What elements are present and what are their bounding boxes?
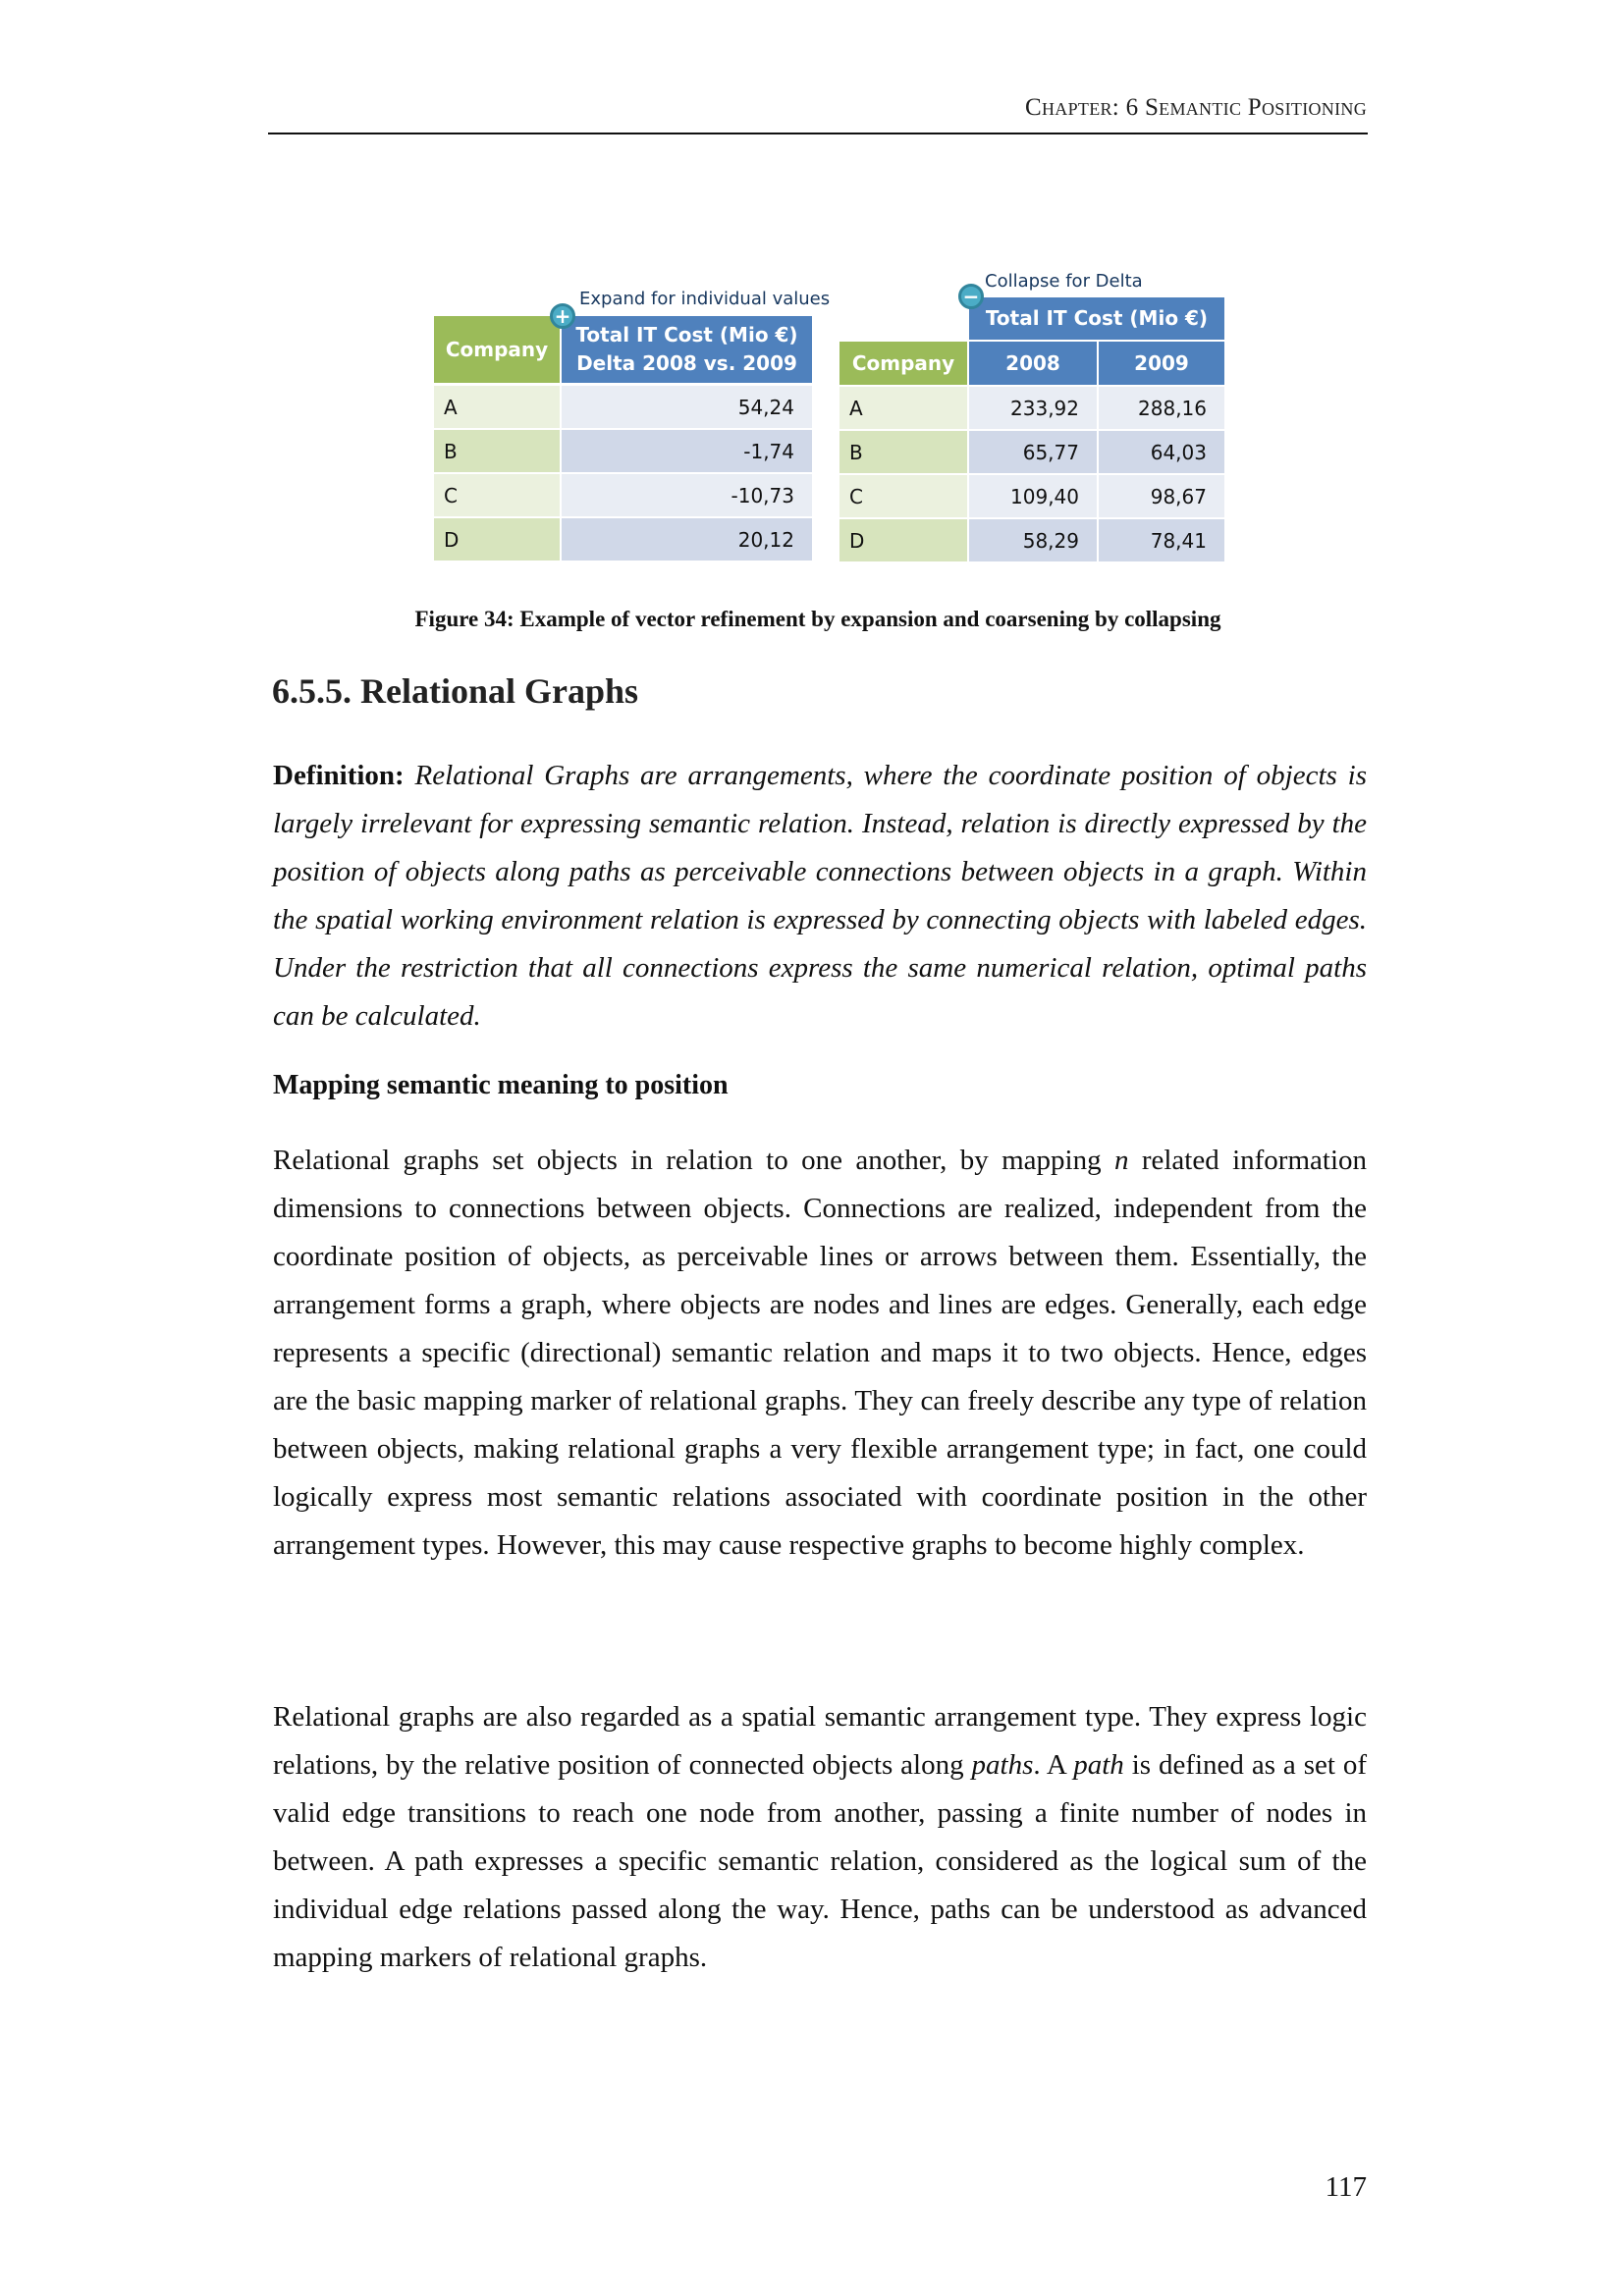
table-cell-2009: 98,67	[1099, 475, 1224, 517]
variable-n: n	[1113, 1145, 1129, 1176]
table-cell-delta: -1,74	[562, 430, 812, 472]
collapse-annotation: Collapse for Delta	[985, 271, 1143, 292]
table-cell-2008: 109,40	[969, 475, 1097, 517]
term-paths: paths	[971, 1749, 1034, 1781]
paragraph-text: Relational graphs are also regarded as a spatial semantic arrangement type. They express logic relations, by the relative position of connected objects along	[273, 1701, 1367, 1781]
table-cell-company: C	[839, 475, 967, 517]
body-paragraph-2	[273, 1693, 1367, 1982]
header-rule	[268, 133, 1368, 134]
page-number: 117	[1325, 2171, 1367, 2203]
minus-circle-icon: −	[958, 284, 984, 309]
table-cell-2008: 65,77	[969, 431, 1097, 473]
term-path: path	[1073, 1749, 1124, 1781]
subheading: Mapping semantic meaning to position	[273, 1070, 729, 1100]
table-cell-company: A	[839, 387, 967, 429]
table-cell-company: B	[434, 430, 560, 472]
table-cell-company: A	[434, 386, 560, 428]
year-2009-header: 2009	[1099, 342, 1224, 385]
table-cell-delta: 54,24	[562, 386, 812, 428]
table-cell-company: D	[434, 518, 560, 561]
table-cell-2008: 58,29	[969, 519, 1097, 561]
section-title: 6.5.5. Relational Graphs	[272, 671, 639, 711]
table-cell-2009: 288,16	[1099, 387, 1224, 429]
table-cell-2008: 233,92	[969, 387, 1097, 429]
paragraph-text: . A	[1033, 1749, 1074, 1781]
company-header: Company	[434, 316, 560, 383]
delta-header-line1: Total IT Cost (Mio €)	[575, 323, 798, 347]
table-cell-2009: 78,41	[1099, 519, 1224, 561]
running-header: Chapter: 6 Semantic Positioning	[1025, 94, 1367, 121]
table-cell-2009: 64,03	[1099, 431, 1224, 473]
expand-annotation: Expand for individual values	[579, 289, 831, 309]
company-header: Company	[839, 342, 967, 385]
paragraph-text: Relational graphs set objects in relation to one another, by mapping	[273, 1145, 1114, 1176]
table-cell-company: B	[839, 431, 967, 473]
figure-caption: Figure 34: Example of vector refinement by expansion and coarsening by collapsing	[414, 607, 1221, 631]
definition-text: Relational Graphs are arrangements, where the coordinate position of objects is largely irrelevant for expressing semantic relation. Instead, relation is directly expressed by the position of objects along paths as perceivable connections between objects in a graph. Within the spatial working environment relation is expressed by connecting objects with labeled edges. Under the restriction that all connections express the same numerical relation, optimal paths can be calculated.	[273, 760, 1367, 1032]
definition-label: Definition:	[273, 760, 405, 791]
plus-circle-icon: +	[550, 303, 575, 329]
year-2008-header: 2008	[969, 342, 1097, 385]
group-header: Total IT Cost (Mio €)	[969, 297, 1224, 340]
body-paragraph-1	[273, 1137, 1367, 1570]
table-cell-company: D	[839, 519, 967, 561]
delta-header	[562, 316, 812, 383]
definition-paragraph	[273, 752, 1367, 1041]
delta-header-line2: Delta 2008 vs. 2009	[576, 351, 797, 375]
table-cell-delta: -10,73	[562, 474, 812, 516]
paragraph-text: is defined as a set of valid edge transitions to reach one node from another, passing a finite number of nodes in between. A path expresses a specific semantic relation, considered as the logical sum of the individual edge relations passed along the way. Hence, paths can be understood as advanced mapping markers of relational graphs.	[273, 1749, 1367, 1973]
table-cell-company: C	[434, 474, 560, 516]
table-cell-delta: 20,12	[562, 518, 812, 561]
paragraph-text: related information dimensions to connections between objects. Connections are realized, independent from the coordinate position of objects, as perceivable lines or arrows between them. Essentially, the arrangement forms a graph, where objects are nodes and lines are edges. Generally, each edge represents a specific (directional) semantic relation and maps it to two objects. Hence, edges are the basic mapping marker of relational graphs. They can freely describe any type of relation between objects, making relational graphs a very flexible arrangement type; in fact, one could logically express most semantic relations associated with coordinate position in the other arrangement types. However, this may cause respective graphs to become highly complex.	[273, 1145, 1367, 1561]
